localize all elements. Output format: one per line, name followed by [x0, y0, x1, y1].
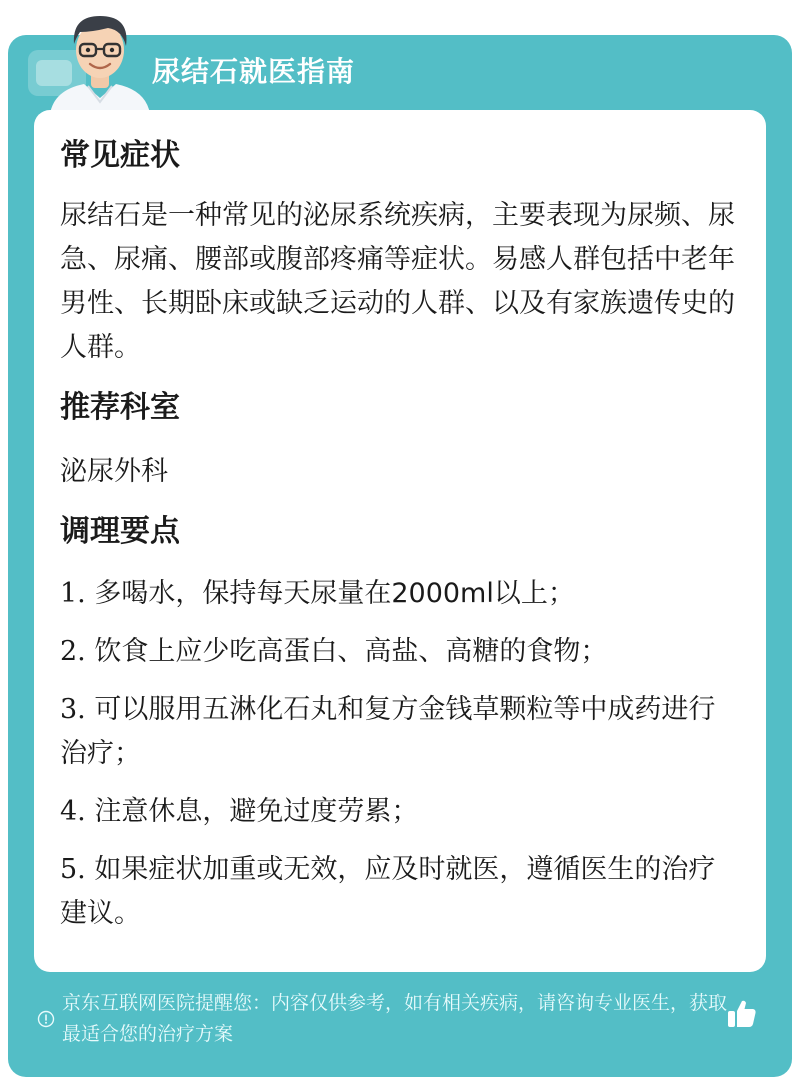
department-heading: 推荐科室 [60, 390, 180, 425]
care-item-text: 可以服用五淋化石丸和复方金钱草颗粒等中成药进行治疗； [60, 694, 716, 769]
care-heading: 调理要点 [60, 514, 180, 549]
care-list [60, 572, 740, 936]
care-item-text: 如果症状加重或无效，应及时就医，遵循医生的治疗建议。 [60, 854, 716, 929]
department-text: 泌尿外科 [60, 456, 168, 487]
care-item [60, 630, 740, 674]
care-item-number: 5. [60, 854, 86, 885]
symptoms-text: 尿结石是一种常见的泌尿系统疾病，主要表现为尿频、尿急、尿痛、腰部或腹部疼痛等症状。易感人群包括中老年男性、长期卧床或缺乏运动的人群、以及有家族遗传史的人群。 [60, 200, 735, 363]
care-item-text: 多喝水，保持每天尿量在2000ml以上； [85, 578, 575, 609]
info-icon [37, 1010, 55, 1028]
footer-notice: 京东互联网医院提醒您：内容仅供参考，如有相关疾病，请咨询专业医生，获取最适合您的治疗方案 [62, 992, 728, 1045]
page-title: 尿结石就医指南 [152, 55, 356, 88]
care-item [60, 688, 740, 776]
symptoms-heading: 常见症状 [60, 138, 180, 173]
care-item-number: 4. [60, 796, 86, 827]
care-item [60, 572, 740, 616]
thumbs-up-icon[interactable] [725, 997, 759, 1031]
care-item-text: 饮食上应少吃高蛋白、高盐、高糖的食物； [85, 636, 608, 667]
care-item-number: 1. [60, 578, 86, 609]
care-item-text: 注意休息，避免过度劳累； [85, 796, 419, 827]
care-item [60, 848, 740, 936]
guide-content [60, 130, 740, 950]
care-item-number: 3. [60, 694, 86, 725]
care-item-number: 2. [60, 636, 86, 667]
doctor-avatar-icon [44, 6, 156, 114]
care-item [60, 790, 740, 834]
